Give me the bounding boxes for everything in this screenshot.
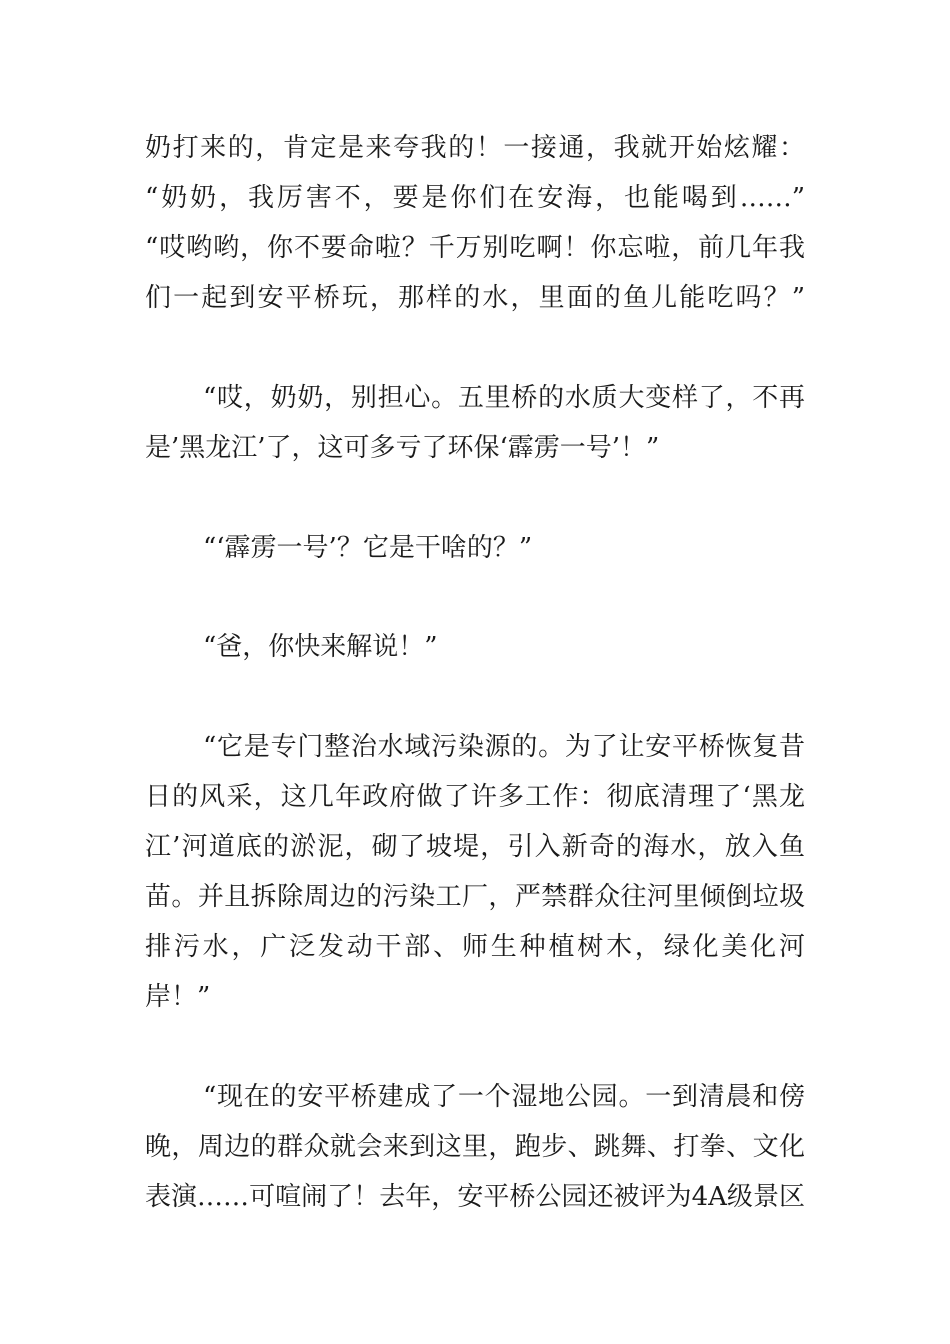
text-line: 奶打来的，肯定是来夸我的！一接通，我就开始炫耀： — [145, 133, 805, 163]
text-line: “现在的安平桥建成了一个湿地公园。一到清晨和傍 — [203, 1082, 805, 1112]
text-line: 晚，周边的群众就会来到这里，跑步、跳舞、打拳、文化 — [145, 1132, 805, 1162]
text-line: “哎哟哟，你不要命啦？千万别吃啊！你忘啦，前几年我 — [145, 233, 805, 263]
text-line: “它是专门整治水域污染源的。为了让安平桥恢复昔 — [203, 732, 805, 762]
text-line: “‘霹雳一号’？它是干啥的？” — [203, 533, 533, 563]
text-line: “哎，奶奶，别担心。五里桥的水质大变样了，不再 — [203, 383, 805, 413]
text-line: 是’黑龙江’了，这可多亏了环保‘霹雳一号’！” — [145, 433, 660, 463]
text-line: “奶奶，我厉害不，要是你们在安海，也能喝到……” — [145, 183, 805, 213]
text-line: 日的风采，这几年政府做了许多工作：彻底清理了‘黑龙 — [145, 782, 805, 812]
text-line: 江’河道底的淤泥，砌了坡堤，引入新奇的海水，放入鱼 — [145, 832, 805, 862]
text-line: 岸！” — [145, 982, 211, 1012]
text-line: 们一起到安平桥玩，那样的水，里面的鱼儿能吃吗？” — [145, 283, 805, 313]
text-line: “爸，你快来解说！” — [203, 632, 438, 662]
text-line: 表演……可喧闹了！去年，安平桥公园还被评为4A级景区 — [145, 1182, 805, 1212]
text-line: 排污水，广泛发动干部、师生种植树木，绿化美化河 — [145, 932, 805, 962]
text-line: 苗。并且拆除周边的污染工厂，严禁群众往河里倾倒垃圾 — [145, 882, 805, 912]
